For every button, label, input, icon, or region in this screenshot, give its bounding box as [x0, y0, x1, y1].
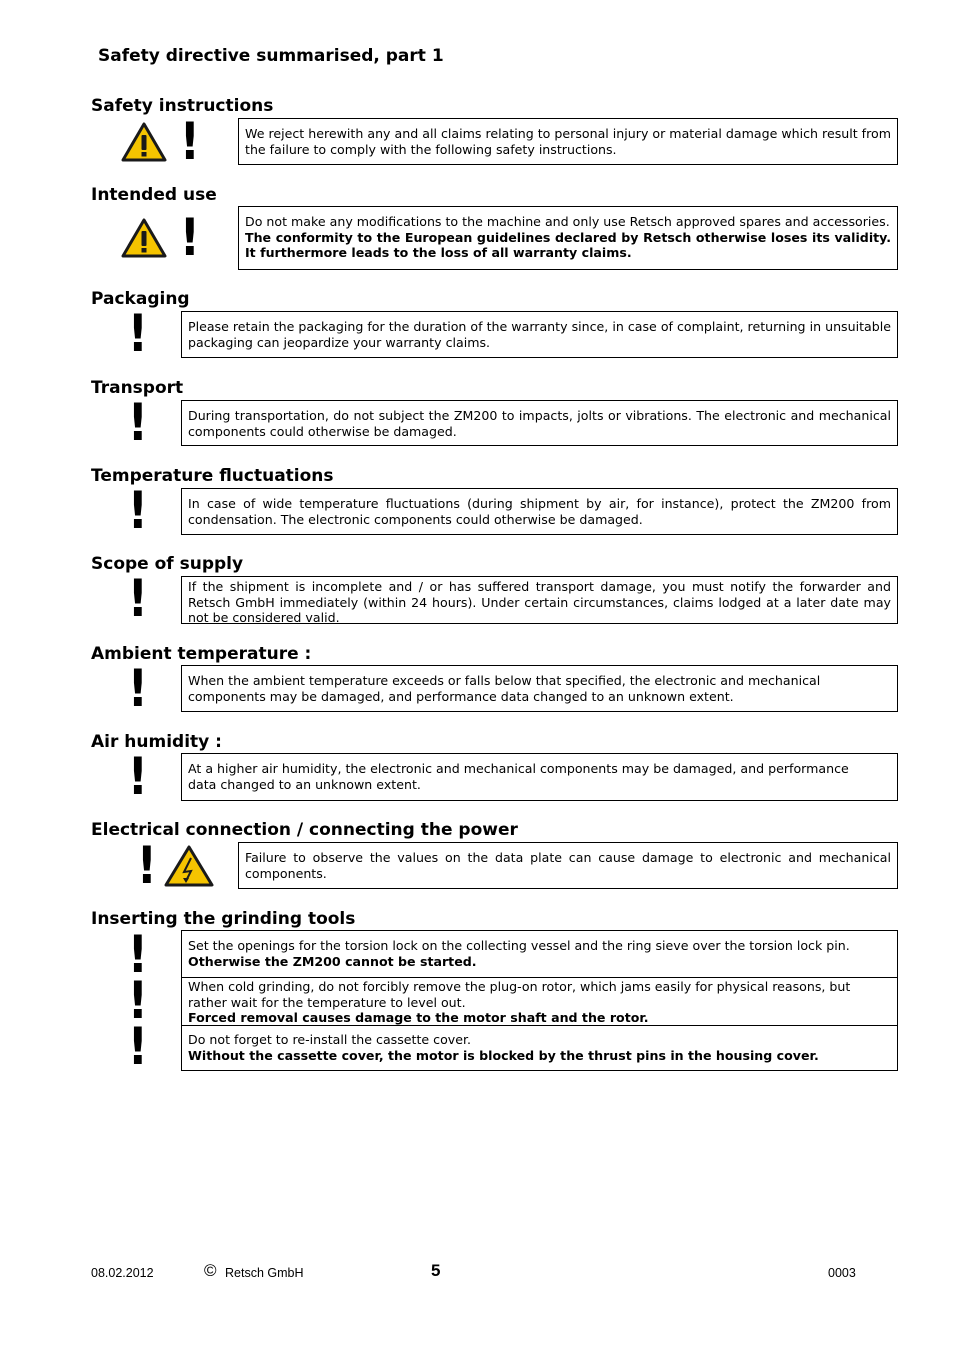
exclamation-icon: !	[127, 481, 148, 541]
copyright-icon: ©	[204, 1261, 217, 1280]
safety-instructions-box	[238, 118, 898, 165]
section-title-temperature-fluctuations: Temperature fluctuations	[91, 466, 334, 486]
exclamation-icon: !	[127, 569, 148, 629]
section-title-electrical-connection: Electrical connection / connecting the power	[91, 820, 518, 840]
exclamation-icon: !	[179, 112, 200, 172]
grinding-row-2-text-line-2: rather wait for the temperature to level out.	[188, 994, 466, 1010]
transport-text: During transportation, do not subject the ZM200 to impacts, jolts or vibrations. The electronic and mechanical components could otherwise be damaged.	[188, 408, 891, 439]
grinding-row-2-warning: Forced removal causes damage to the motor shaft and the rotor.	[188, 1010, 649, 1025]
grinding-row-2-text-line-1: When cold grinding, do not forcibly remove the plug-on rotor, which jams easily for physical reasons, but	[188, 979, 851, 994]
section-title-air-humidity: Air humidity :	[91, 732, 222, 752]
humidity-box	[181, 753, 898, 801]
grinding-row-1-text: Set the openings for the torsion lock on the collecting vessel and the ring sieve over the torsion lock pin.	[188, 938, 850, 953]
footer-date: 08.02.2012	[91, 1266, 154, 1280]
ambient-text-line-2: components may be damaged, and performance data changed to an unknown extent.	[188, 688, 734, 704]
intended-use-text: Do not make any modifications to the machine and only use Retsch approved spares and accessories.	[245, 214, 890, 229]
grinding-tools-row	[182, 977, 897, 1025]
section-title-packaging: Packaging	[91, 289, 190, 309]
page-title: Safety directive summarised, part 1	[98, 46, 444, 66]
humidity-text-line-2: data changed to an unknown extent.	[188, 776, 421, 792]
section-title-scope-of-supply: Scope of supply	[91, 554, 244, 574]
temperature-text: In case of wide temperature fluctuations (during shipment by air, for instance), protect the ZM200 from condensation. The electronic components could otherwise be damaged.	[188, 496, 891, 527]
intended-use-warning: The conformity to the European guidelines declared by Retsch otherwise loses its validity. It furthermore leads to the loss of all warranty claims.	[245, 229, 891, 260]
section-title-intended-use: Intended use	[91, 185, 217, 205]
page-number: 5	[431, 1261, 441, 1280]
grinding-tools-row	[182, 931, 897, 977]
grinding-row-3-warning: Without the cassette cover, the motor is blocked by the thrust pins in the housing cover.	[188, 1047, 819, 1063]
footer-company: Retsch GmbH	[225, 1266, 304, 1280]
intended-use-box	[238, 206, 898, 270]
exclamation-icon: !	[136, 836, 157, 896]
exclamation-icon: !	[127, 925, 148, 985]
high-voltage-icon	[164, 845, 214, 887]
exclamation-icon: !	[179, 208, 200, 268]
footer-doc-code: 0003	[828, 1266, 856, 1280]
ambient-box	[181, 665, 898, 712]
warning-triangle-icon	[121, 122, 167, 162]
temperature-box	[181, 488, 898, 535]
exclamation-icon: !	[127, 659, 148, 719]
section-title-grinding-tools: Inserting the grinding tools	[91, 909, 356, 929]
exclamation-icon: !	[127, 1017, 148, 1077]
grinding-tools-table	[181, 930, 898, 1071]
transport-box	[181, 400, 898, 446]
section-title-safety-instructions: Safety instructions	[91, 96, 274, 116]
ambient-text-line-1: When the ambient temperature exceeds or falls below that specified, the electronic and mechanical	[188, 673, 821, 688]
section-title-transport: Transport	[91, 378, 184, 398]
grinding-tools-row	[182, 1025, 897, 1070]
scope-text: If the shipment is incomplete and / or has suffered transport damage, you must notify the forwarder and Retsch GmbH immediately (within 24 hours). Under certain circumstances, claims lodged at a later date may not be considered valid.	[188, 579, 891, 625]
section-title-ambient-temperature: Ambient temperature :	[91, 644, 312, 664]
scope-box	[181, 576, 898, 624]
warning-triangle-icon	[121, 218, 167, 258]
grinding-row-3-text: Do not forget to re-install the cassette cover.	[188, 1032, 472, 1047]
safety-instructions-text: We reject herewith any and all claims relating to personal injury or material damage which result from the failure to comply with the following safety instructions.	[245, 126, 891, 157]
exclamation-icon: !	[127, 747, 148, 807]
packaging-text: Please retain the packaging for the duration of the warranty since, in case of complaint, returning in unsuitable packaging can jeopardize your warranty claims.	[188, 319, 891, 350]
grinding-row-1-warning: Otherwise the ZM200 cannot be started.	[188, 953, 477, 969]
electrical-text: Failure to observe the values on the data plate can cause damage to electronic and mechanical components.	[245, 850, 891, 881]
electrical-box	[238, 842, 898, 889]
exclamation-icon: !	[127, 971, 148, 1031]
packaging-box	[181, 311, 898, 358]
exclamation-icon: !	[127, 393, 148, 453]
humidity-text-line-1: At a higher air humidity, the electronic and mechanical components may be damaged, and performance	[188, 761, 849, 776]
exclamation-icon: !	[127, 304, 148, 364]
